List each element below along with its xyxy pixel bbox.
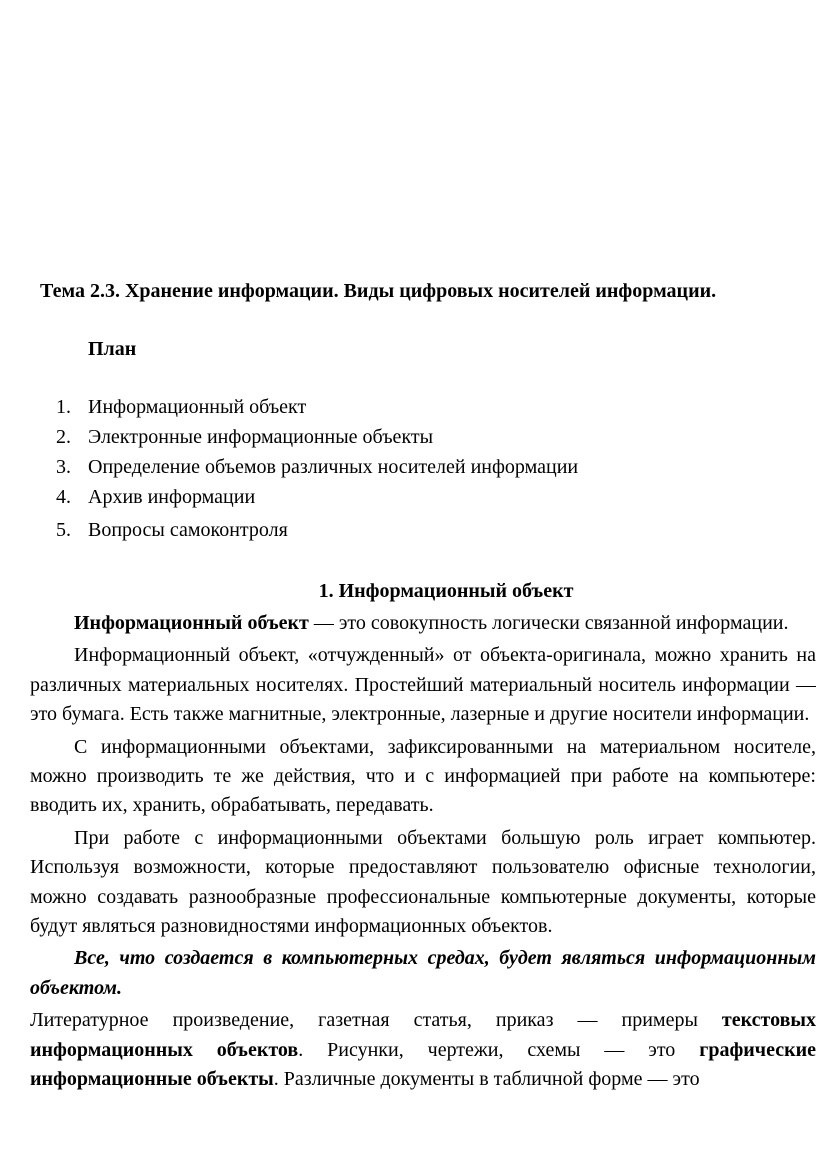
definition-paragraph [30, 609, 816, 638]
plan-item-text: Электронные информационные объекты [88, 426, 434, 448]
plan-list [56, 394, 578, 547]
text-run: Литературное произведение, газетная статья, приказ — примеры [30, 1009, 722, 1032]
plan-item [56, 517, 578, 547]
plan-item-text: Определение объемов различных носителей информации [88, 456, 579, 478]
plan-item [56, 454, 578, 484]
plan-item-text: Информационный объект [88, 396, 307, 418]
defined-term: Информационный объект [74, 612, 309, 634]
paragraph: При работе с информационными объектами большую роль играет компьютер. Используя возможности, которые предоставляют пользователю офисные технологии, можно создавать разнообразные профессиональные компьютерные документы, которые будут являться разновидностями информационных объектов. [30, 826, 816, 938]
definition-text: — это совокупность логически связанной информации. [308, 612, 789, 634]
plan-item-number: 5. [56, 519, 71, 541]
plan-item [56, 424, 578, 454]
plan-item-number: 1. [56, 396, 71, 418]
section-body [30, 609, 816, 1095]
topic-title: Тема 2.3. Хранение информации. Виды цифровых носителей информации. [40, 280, 717, 302]
bold-term: текстовых информационных объектов [30, 1009, 816, 1061]
plan-heading: План [88, 338, 137, 360]
plan-item [56, 484, 578, 514]
text-run: . Рисунки, чертежи, схемы — это [298, 1038, 700, 1061]
text-run: . Различные документы в табличной форме — это [273, 1068, 700, 1091]
plan-item-number: 3. [56, 456, 71, 478]
paragraph: Информационный объект, «отчужденный» от объекта-оригинала, можно хранить на различных материальных носителях. Простейший материальный носитель информации — это бумага. Есть также магнитные, электронные, лазерные и другие носители информации. [30, 644, 816, 726]
plan-item-text: Вопросы самоконтроля [88, 519, 288, 541]
plan-item-text: Архив информации [88, 486, 256, 508]
plan-item-number: 2. [56, 426, 71, 448]
paragraph: С информационными объектами, зафиксированными на материальном носителе, можно производить те же действия, что и с информацией при работе на компьютере: вводить их, хранить, обрабатывать, передавать. [30, 735, 816, 817]
plan-item-number: 4. [56, 486, 71, 508]
section-heading: 1. Информационный объект [318, 580, 574, 602]
emphasis-paragraph: Все, что создается в компьютерных средах, будет являться информационным объектом. [30, 947, 816, 999]
bold-term: графические информационные объекты [30, 1038, 816, 1091]
plan-item [56, 394, 578, 424]
examples-paragraph [30, 1006, 816, 1094]
